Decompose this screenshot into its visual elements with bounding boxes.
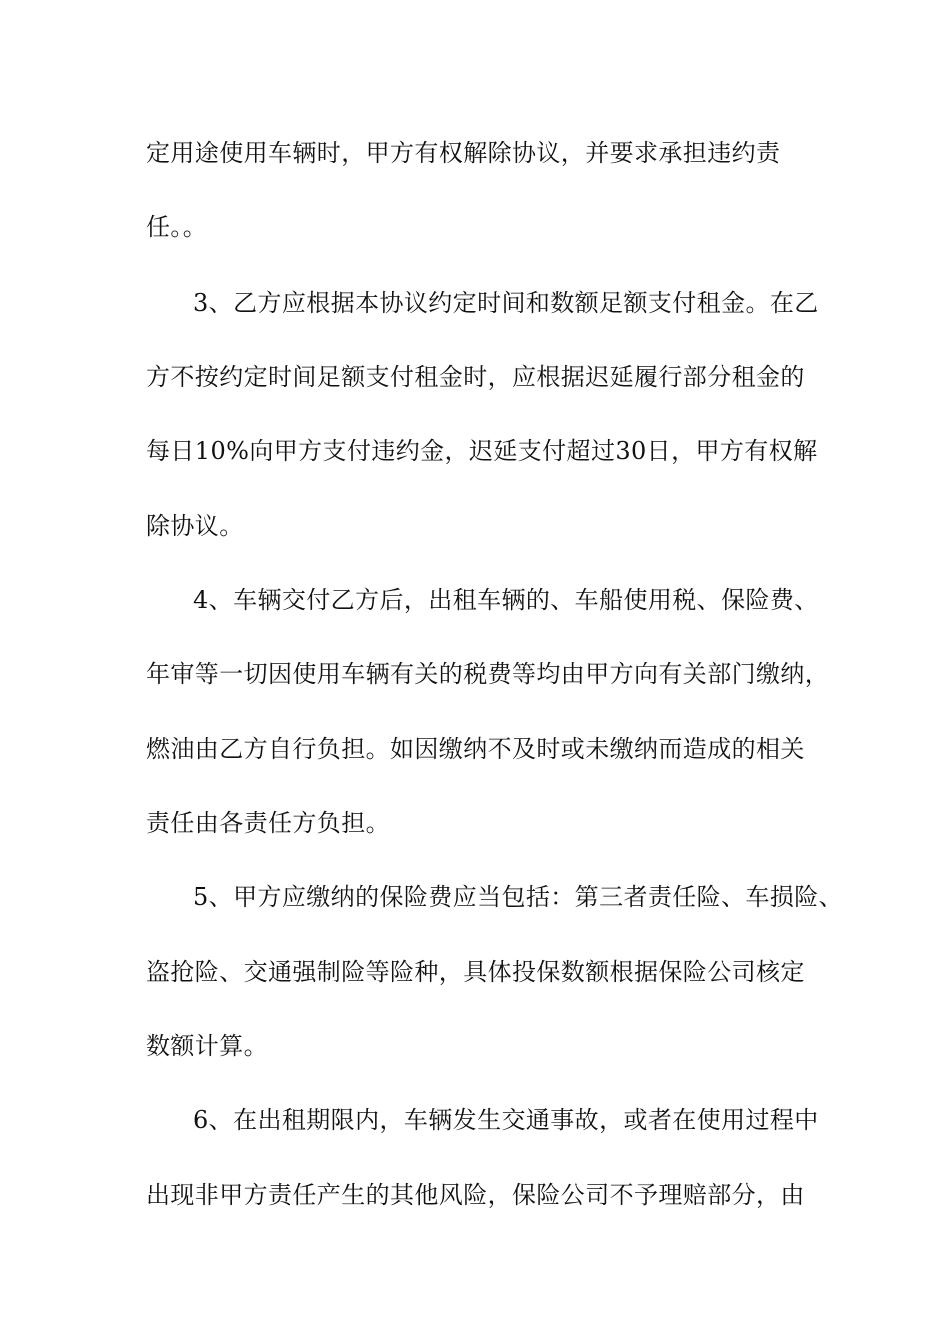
text-line: 出现非甲方责任产生的其他风险，保险公司不予理赔部分，由 bbox=[146, 1181, 805, 1209]
text-line: 任。。 bbox=[146, 213, 208, 241]
text-line: 年审等一切因使用车辆有关的税费等均由甲方向有关部门缴纳， bbox=[146, 660, 830, 688]
text-line: 3、乙方应根据本协议约定时间和数额足额支付租金。在乙 bbox=[193, 289, 819, 317]
text-line: 除协议。 bbox=[146, 512, 244, 540]
text-line: 燃油由乙方自行负担。如因缴纳不及时或未缴纳而造成的相关 bbox=[146, 735, 805, 763]
text-line: 4、车辆交付乙方后，出租车辆的、车船使用税、保险费、 bbox=[193, 586, 819, 614]
text-line: 每日10%向甲方支付违约金，迟延支付超过30日，甲方有权解 bbox=[146, 437, 818, 465]
text-line: 定用途使用车辆时，甲方有权解除协议，并要求承担违约责 bbox=[146, 139, 781, 167]
text-line: 5、甲方应缴纳的保险费应当包括：第三者责任险、车损险、 bbox=[193, 883, 844, 911]
text-line: 数额计算。 bbox=[146, 1032, 268, 1060]
text-line: 方不按约定时间足额支付租金时，应根据迟延履行部分租金的 bbox=[146, 363, 805, 391]
text-line: 盗抢险、交通强制险等险种，具体投保数额根据保险公司核定 bbox=[146, 958, 805, 986]
text-line: 责任由各责任方负担。 bbox=[146, 809, 390, 837]
text-line: 6、在出租期限内，车辆发生交通事故，或者在使用过程中 bbox=[193, 1106, 819, 1134]
